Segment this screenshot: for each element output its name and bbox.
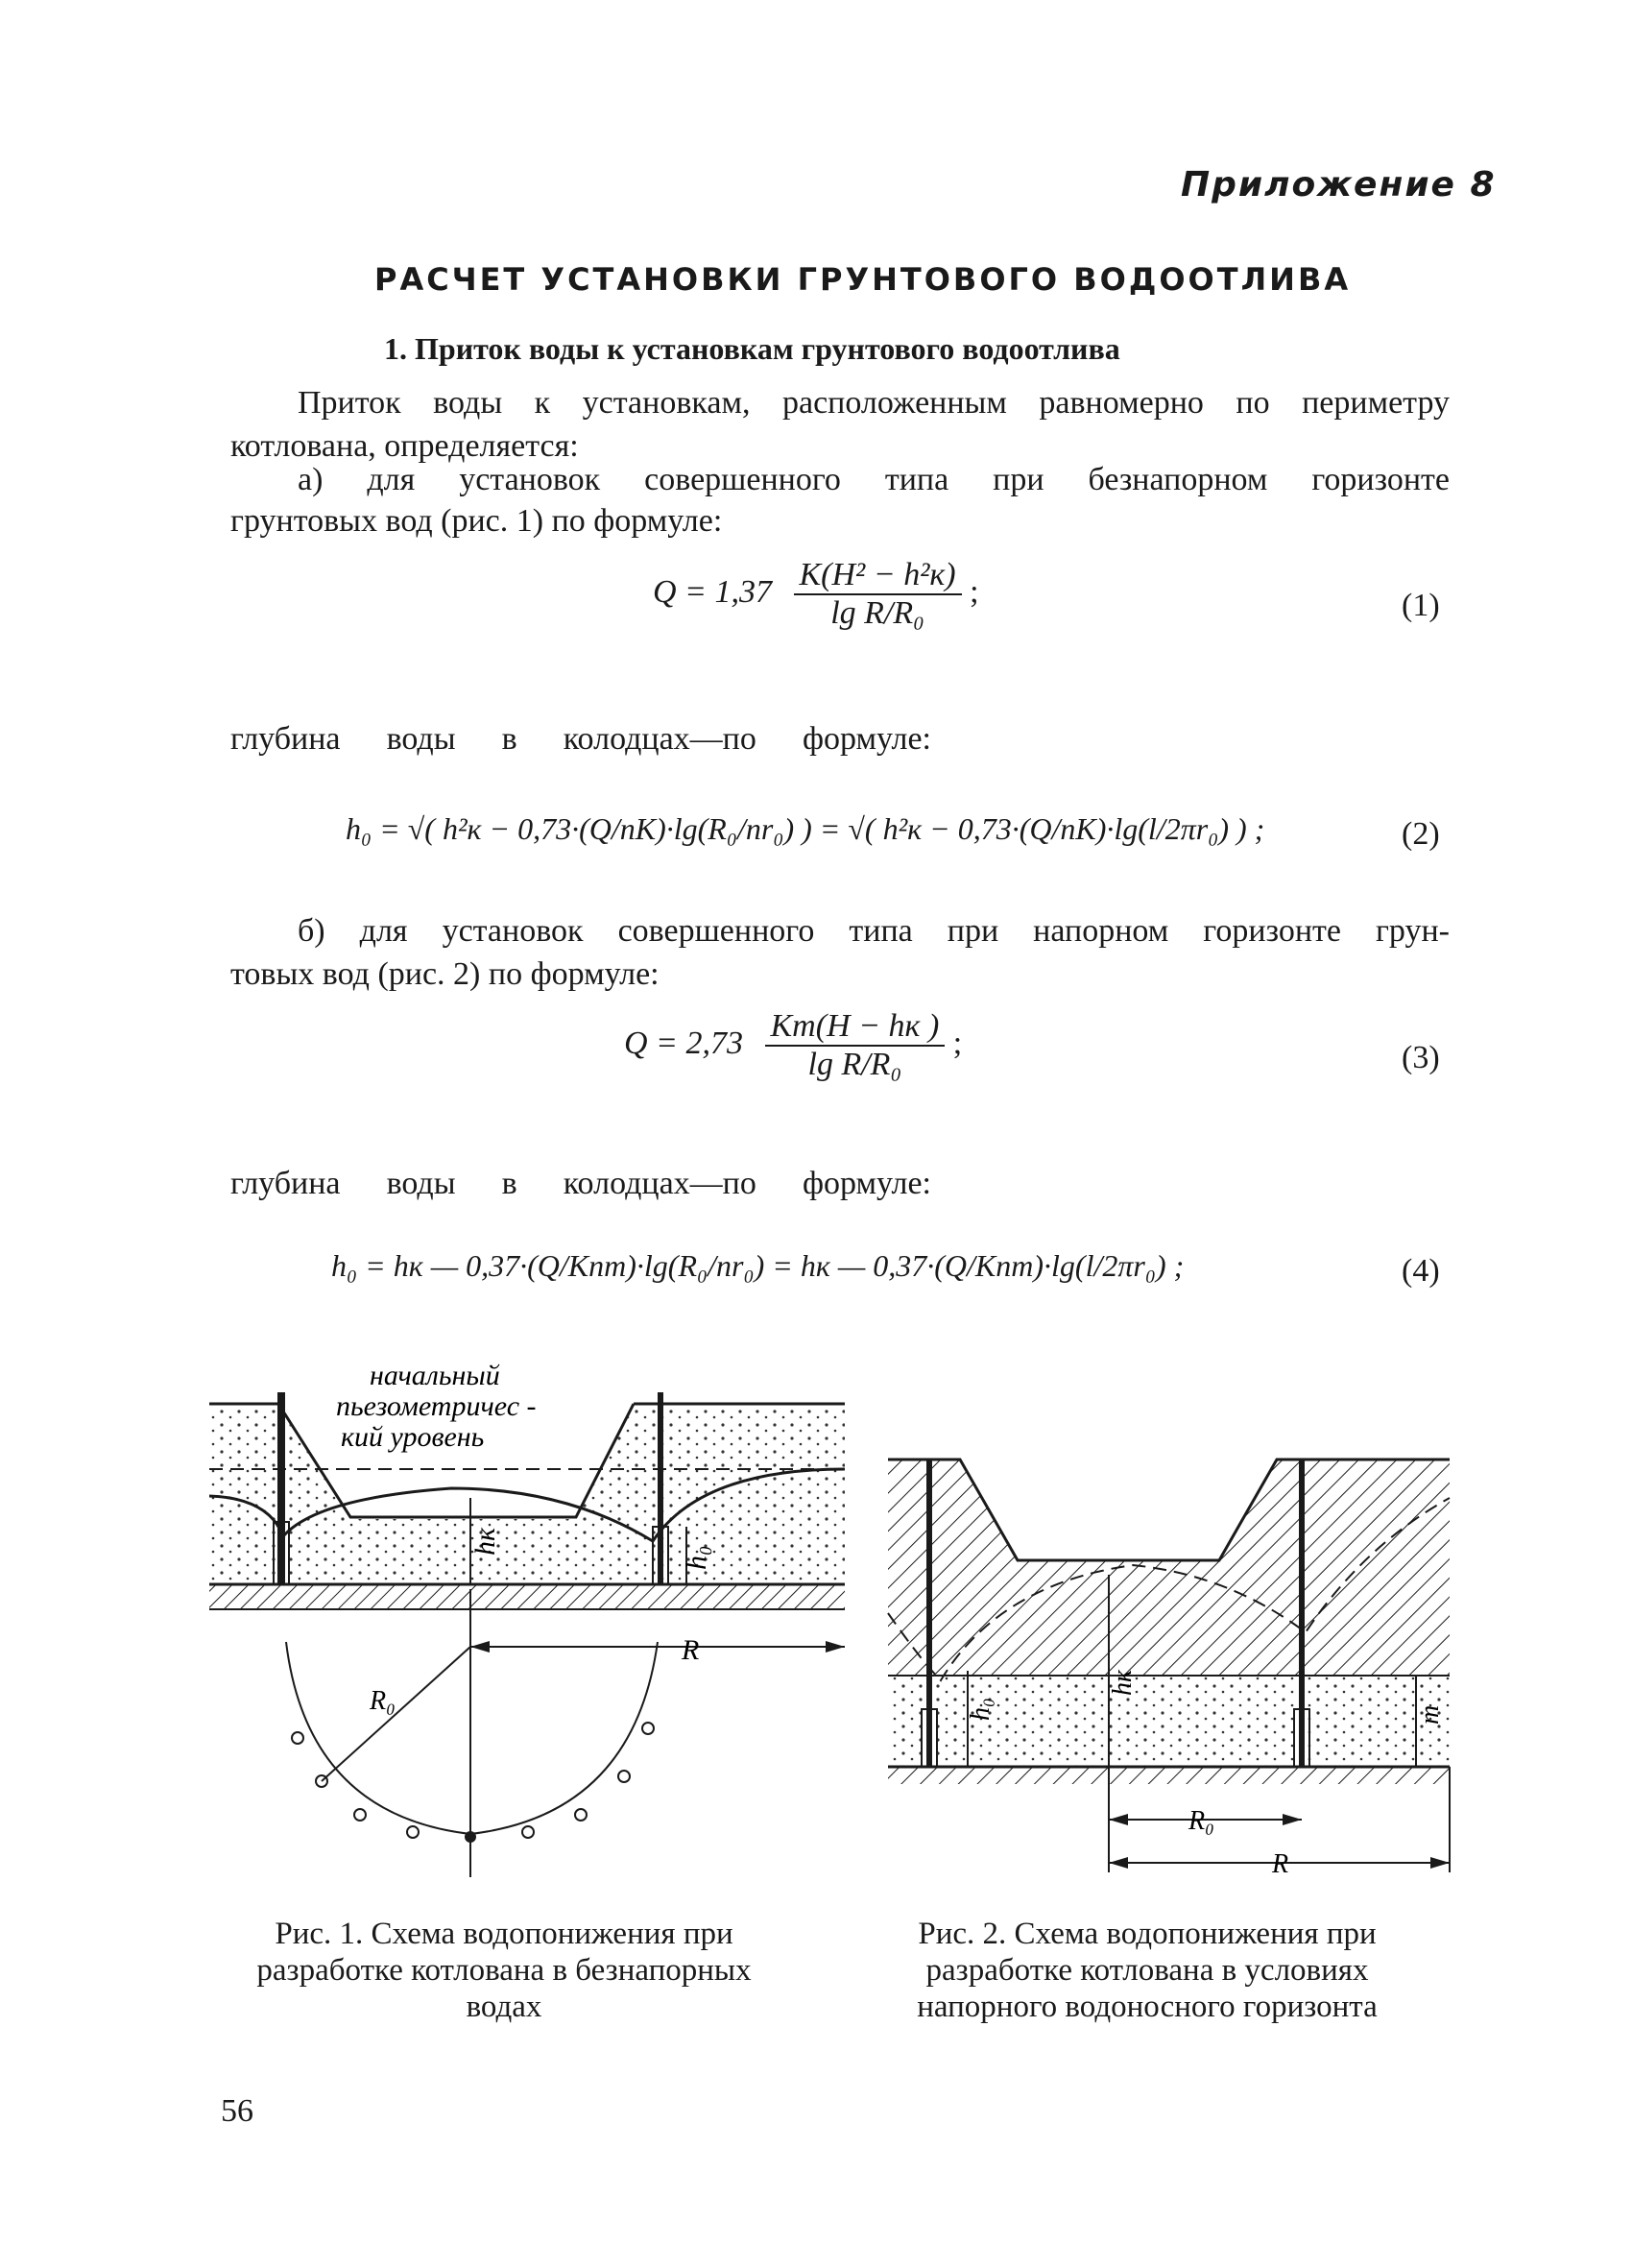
eq3-denominator: lg R/R₀ xyxy=(807,1047,902,1082)
fig1-label-line-2: пьезометричес - xyxy=(336,1390,537,1422)
case-b-line-1: б) для установок совершенного типа при напорном горизонте грун- xyxy=(298,913,1450,949)
eq3-tail: ; xyxy=(952,1025,963,1061)
fig2-m-label: m xyxy=(1415,1704,1445,1725)
equation-4: h₀ = hк — 0,37·(Q/Knm)·lg(R₀/nr₀) = hк — 0,37·(Q/Knm)·lg(l/2πr₀) ; xyxy=(331,1248,1185,1283)
depth-text-1: глубина воды в колодцах—по формуле: xyxy=(230,721,931,757)
eq1-denominator: lg R/R₀ xyxy=(830,595,924,631)
intro-line-2: котлована, определяется: xyxy=(230,428,579,464)
intro-line-1: Приток воды к установкам, расположенным равномерно по периметру xyxy=(298,385,1450,421)
fig1-caption-line-2: разработке котлована в безнапорных xyxy=(256,1953,752,1988)
eq4-number: (4) xyxy=(1402,1253,1440,1289)
fig2-R0-label: R₀ xyxy=(1188,1806,1214,1836)
figure-1-caption xyxy=(192,1916,816,2025)
eq2-number: (2) xyxy=(1402,816,1440,852)
fig2-hk-label: hк xyxy=(1108,1669,1138,1696)
equation-1 xyxy=(653,557,979,632)
case-a-line-1: а) для установок совершенного типа при безнапорном горизонте xyxy=(298,462,1450,497)
fig2-caption-line-3: напорного водоносного горизонта xyxy=(917,1990,1378,2024)
case-a-line-2: грунтовых вод (рис. 1) по формуле: xyxy=(230,503,723,539)
fig1-R0-label: R₀ xyxy=(370,1686,396,1716)
fig1-caption-line-3: водах xyxy=(466,1990,542,2024)
eq1-tail: ; xyxy=(970,573,979,610)
equation-2 xyxy=(346,811,1264,847)
fig2-caption-line-2: разработке котлована в условиях xyxy=(925,1953,1369,1988)
fig2-R-label: R xyxy=(1272,1849,1289,1879)
page-number: 56 xyxy=(221,2093,253,2129)
eq1-number: (1) xyxy=(1402,588,1440,623)
appendix-label: Приложение 8 xyxy=(1181,165,1497,205)
fig2-h0-label: h₀ xyxy=(966,1698,996,1721)
eq1-numerator: K(H² − h²к) xyxy=(794,557,962,595)
case-b-line-2: товых вод (рис. 2) по формуле: xyxy=(230,956,660,992)
eq1-lhs: Q = 1,37 xyxy=(653,573,772,610)
fig1-label-line-1: начальный xyxy=(370,1360,500,1391)
figure-2-caption xyxy=(859,1916,1435,2025)
section-heading: 1. Приток воды к установкам грунтового водоотлива xyxy=(384,331,1120,366)
fig1-h0-label: h₀ xyxy=(681,1545,712,1570)
fig1-R-label: R xyxy=(682,1634,700,1666)
eq3-lhs: Q = 2,73 xyxy=(624,1025,743,1061)
page-title: РАСЧЕТ УСТАНОВКИ ГРУНТОВОГО ВОДООТЛИВА xyxy=(374,261,1352,298)
eq3-numerator: Km(H − hк ) xyxy=(765,1008,946,1047)
eq3-number: (3) xyxy=(1402,1040,1440,1075)
eq2-left: h₀ = √( h²к − 0,73·(Q/nK)·lg(R₀/nr₀) ) xyxy=(346,811,812,846)
equation-3 xyxy=(624,1008,962,1083)
eq2-right: = √( h²к − 0,73·(Q/nK)·lg(l/2πr₀) ) ; xyxy=(819,811,1265,846)
fig1-hk-label: hк xyxy=(469,1527,501,1556)
depth-text-2: глубина воды в колодцах—по формуле: xyxy=(230,1166,931,1201)
fig2-caption-line-1: Рис. 2. Схема водопонижения при xyxy=(918,1917,1377,1951)
fig1-caption-line-1: Рис. 1. Схема водопонижения при xyxy=(275,1917,733,1951)
figure-1-diagram xyxy=(202,1354,864,1882)
figure-2-diagram xyxy=(883,1440,1459,1882)
fig1-label-line-3: кий уровень xyxy=(341,1421,485,1453)
